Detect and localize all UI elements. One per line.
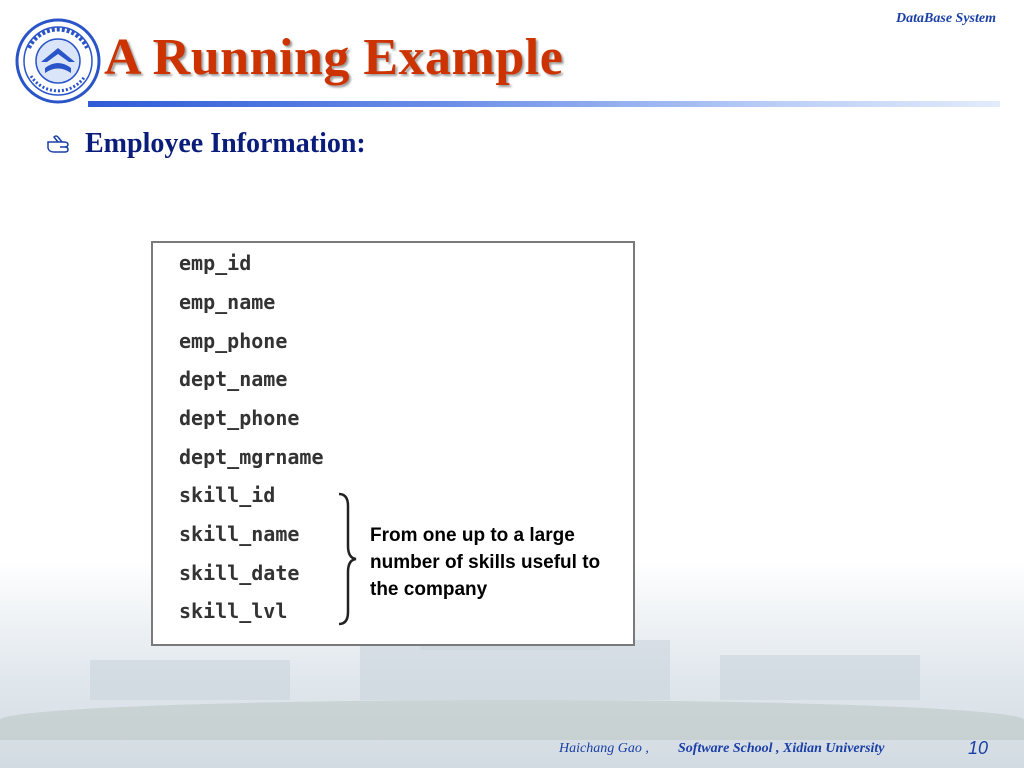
right-brace-icon [336, 492, 360, 626]
university-logo [15, 18, 101, 104]
skills-note: From one up to a large number of skills useful to the company [370, 525, 601, 600]
employee-fields-box [151, 241, 635, 646]
field-skill-date: skill_date [179, 561, 300, 585]
footer-school: Software School , Xidian University [678, 741, 885, 756]
field-dept-mgrname: dept_mgrname [179, 445, 324, 469]
pointing-hand-icon [46, 134, 74, 156]
footer-author: Haichang Gao , [559, 741, 649, 756]
field-emp-phone: emp_phone [179, 329, 288, 353]
field-emp-name: emp_name [179, 290, 276, 314]
background-building [720, 655, 920, 700]
field-skill-id: skill_id [179, 483, 276, 507]
field-skill-lvl: skill_lvl [179, 599, 288, 623]
field-dept-phone: dept_phone [179, 406, 300, 430]
field-dept-name: dept_name [179, 367, 288, 391]
background-building [90, 660, 290, 700]
background-trees [0, 700, 1024, 740]
field-skill-name: skill_name [179, 522, 300, 546]
page-number: 10 [968, 738, 989, 758]
slide-title: A Running Example [104, 29, 564, 86]
field-emp-id: emp_id [179, 251, 252, 275]
course-name: DataBase System [896, 11, 996, 26]
title-divider [88, 101, 1000, 107]
bullet-text: Employee Information: [85, 128, 366, 159]
